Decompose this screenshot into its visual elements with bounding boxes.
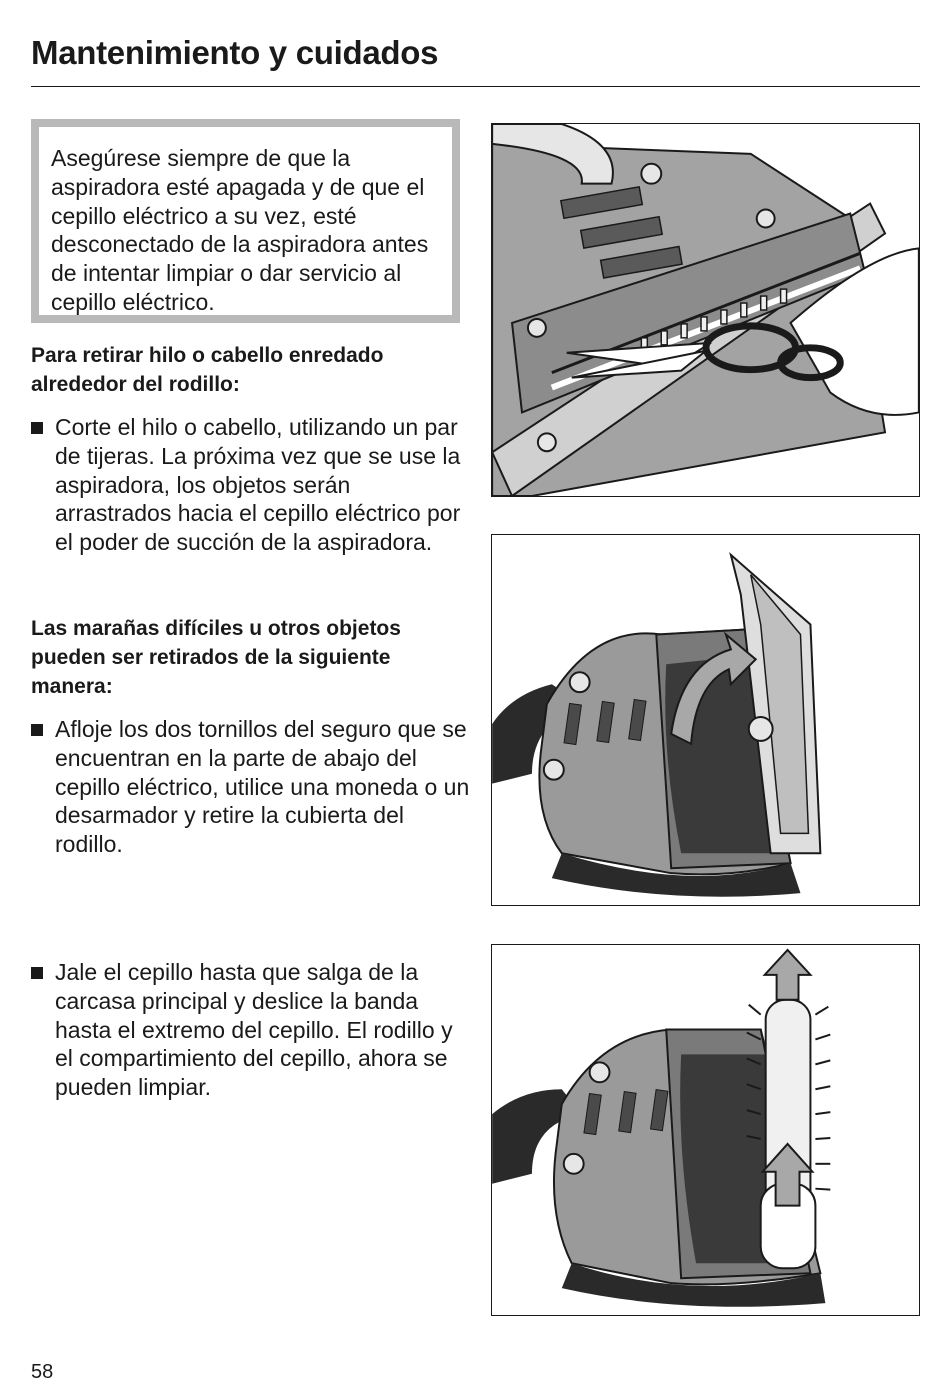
bullet-cut-hair (31, 413, 471, 557)
warning-box (31, 119, 460, 323)
page-number: 58 (31, 1361, 54, 1383)
page-title: Mantenimiento y cuidados (31, 34, 439, 71)
cover-removal-svg (492, 535, 919, 905)
section-heading-difficult-tangles: Las marañas difíciles u otros objetos pueden ser retirados de la siguiente manera: (31, 617, 401, 698)
section-heading-cut-hair: Para retirar hilo o cabello enredado alrededor del rodillo: (31, 344, 384, 396)
illustration-pull-brush (491, 944, 920, 1316)
bullet-square-icon (31, 422, 43, 434)
title-divider (31, 86, 920, 87)
illustration-remove-cover (491, 534, 920, 906)
warning-text: Asegúrese siempre de que la aspiradora esté apagada y de que el cepillo eléctrico a su vez, esté desconectado de la aspiradora antes de intentar limpiar o dar servicio al cepillo eléctrico. (51, 145, 429, 315)
bullet-text: Afloje los dos tornillos del seguro que se encuentran en la parte de abajo del cepillo eléctrico, utilice una moneda o un desarmador y retire la cubierta del rodillo. (55, 716, 470, 858)
bullet-text: Jale el cepillo hasta que salga de la carcasa principal y deslice la banda hasta el extremo del cepillo. El rodillo y el compartimiento del cepillo, ahora se pueden limpiar. (55, 959, 453, 1101)
bullet-pull-brush (31, 958, 471, 1102)
bullet-square-icon (31, 724, 43, 736)
scissors-illustration-svg (492, 124, 919, 496)
bullet-text: Corte el hilo o cabello, utilizando un par de tijeras. La próxima vez que se use la aspiradora, los objetos serán arrastrados hacia el cepillo eléctrico por el poder de succión de la aspiradora. (55, 414, 461, 556)
brush-removal-svg (492, 945, 919, 1315)
illustration-scissors-cutting (491, 123, 920, 497)
bullet-loosen-screws (31, 715, 471, 859)
bullet-square-icon (31, 967, 43, 979)
